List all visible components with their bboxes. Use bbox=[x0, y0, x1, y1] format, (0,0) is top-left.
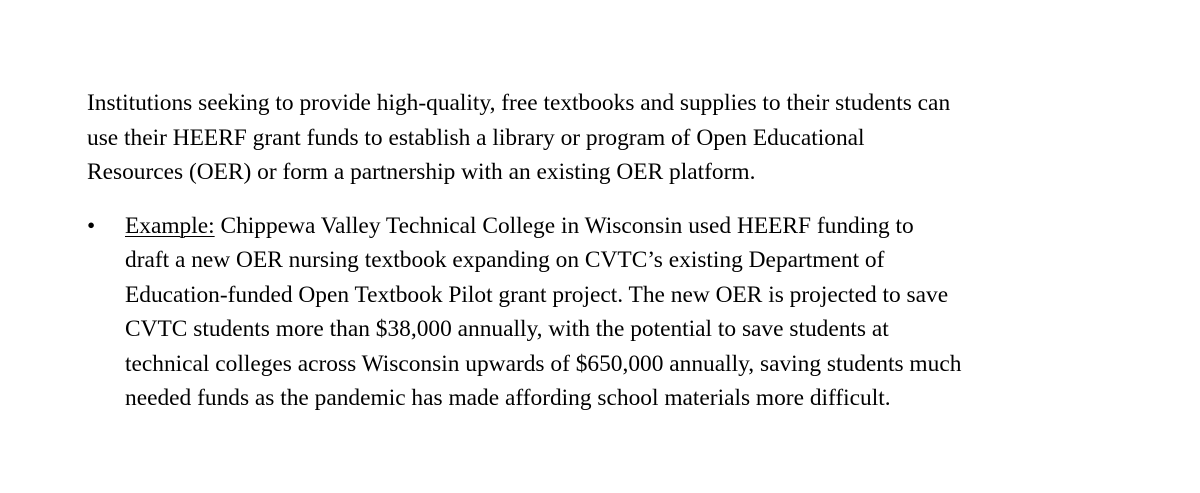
bullet-line: Education-funded Open Textbook Pilot grant project. The new OER is projected to save bbox=[125, 281, 949, 308]
intro-paragraph bbox=[87, 86, 1167, 190]
bullet-text bbox=[125, 209, 1167, 416]
document-body bbox=[87, 86, 1167, 416]
bullet-line: technical colleges across Wisconsin upwards of $650,000 annually, saving students much bbox=[125, 350, 962, 377]
bullet-line: CVTC students more than $38,000 annually, with the potential to save students at bbox=[125, 316, 889, 342]
intro-line: use their HEERF grant funds to establish a library or program of Open Educational bbox=[87, 124, 865, 151]
bullet-first-line-text: Chippewa Valley Technical College in Wisconsin used HEERF funding to bbox=[214, 212, 914, 239]
bullet-first-line bbox=[125, 209, 1167, 244]
bullet-list-item bbox=[87, 209, 1167, 416]
intro-line: Institutions seeking to provide high-quality, free textbooks and supplies to their students can bbox=[87, 90, 951, 116]
bullet-icon: • bbox=[87, 212, 96, 239]
example-label: Example: bbox=[125, 212, 215, 239]
intro-line: Resources (OER) or form a partnership with an existing OER platform. bbox=[87, 159, 756, 185]
bullet-line: draft a new OER nursing textbook expanding on CVTC’s existing Department of bbox=[125, 247, 885, 273]
bullet-line: needed funds as the pandemic has made affording school materials more difficult. bbox=[125, 385, 891, 411]
